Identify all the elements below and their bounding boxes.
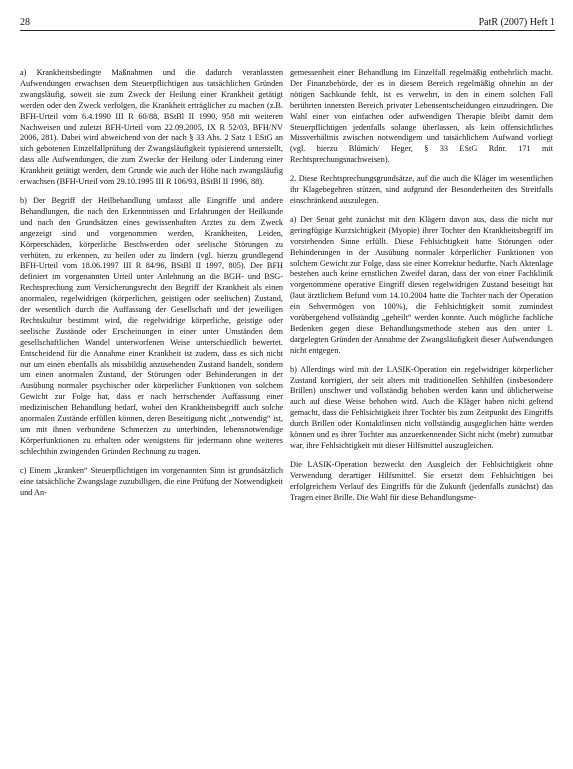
left-column	[20, 68, 283, 506]
paragraph-a: a) Krankheitsbedingte Maßnahmen und die dadurch veranlassten Aufwendungen erwachsen dem Steuerpflichtigen aus tatsächlichen Gründen zwangsläufig, soweit sie zum Zweck der Heilung einer Krankheit getätigt werden oder den Zweck verfolgen, die Krankheit erträglicher zu machen (z.B. BFH-Urteil vom 6.4.1990 III R 60/88, BStBl II 1990, 958 mit weiteren Nachweisen und zuletzt BFH-Urteil vom 22.09.2005, IX R 52/03, BFH/NV 2006, 281). Dabei wird abweichend von der nach § 33 Abs. 2 Satz 1 EStG an sich gebotenen Einzelfallprüfung der Zwangsläufigkeit typisierend unterstellt, dass alle Aufwendungen, die zum Zwecke der Heilung oder Linderung einer Krankheit getätigt werden, dem Grunde wie auch der Höhe nach zwangsläufig erwachsen (BFH-Urteil vom 29.10.1995 III R 106/93, BStBl II 1996, 88).	[20, 68, 283, 187]
right-column	[290, 68, 553, 512]
paragraph-2: 2. Diese Rechtsprechungsgrundsätze, auf die auch die Kläger im wesentlichen ihr Klagebegehren stützen, sind aufgrund der Besonderheiten des Streitfalls einschränkend auszulegen.	[290, 174, 553, 205]
paragraph-2a: a) Der Senat geht zunächst mit den Klägern davon aus, dass die nicht nur geringfügige Kurzsichtigkeit (Myopie) ihrer Tochter den Krankheitsbegriff im vorstehenden Sinne erfüllt. Diese Fehlsichtigkeit hatte Störungen oder Behinderungen in der Ausübung normaler körperlicher Funktionen von solchem Gewicht zur Folge, dass sie einer Korrektur bedurfte. Nach Aktenlage bestehen auch keine ernstlichen Zweifel daran, dass der von einer Fachklinik vorgenommene operative Eingriff diesen regelwidrigen Zustand beseitigt hat (laut ärztlichem Befund vom 14.10.2004 hatte die Tochter nach der Operation ein Sehvermögen von 100%), die Fehlsichtigkeit somit zumindest vorübergehend vollständig „geheilt“ werden konnte. Auch mögliche fachliche Bedenken gegen diese Behandlungsmethode stehen aus den unter 1. dargelegten Gründen der Annahme der Zwangsläufigkeit dieser Aufwendungen nicht entgegen.	[290, 214, 553, 355]
paragraph-continued: gemessenheit einer Behandlung im Einzelfall regelmäßig entbehrlich macht. Der Finanzbehörde, der es in diesem Bereich regelmäßig ohnehin an der nötigen Sachkunde fehlt, ist es verwehrt, in den in einem solchen Fall berührten innersten Bereich privater Lebensentscheidungen einzudringen. Die Wahl einer von einfachen oder aufwendigen Therapie bleibt damit dem Steuerpflichtigen jedenfalls solange überlassen, als kein offensichtliches Missverhältnis zwischen notwendigem und tatsächlichem Aufwand vorliegt (vgl. hierzu Blümich/ Heger, § 33 EStG Rdnr. 171 mit Rechtsprechungsnachweisen).	[290, 68, 553, 165]
paragraph-c: c) Einem „kranken“ Steuerpflichtigen im vorgenannten Sinn ist grundsätzlich eine tatsächliche Zwangslage zuzubilligen, die eine Prüfung der Notwendigkeit und An-	[20, 465, 283, 497]
page-number: 28	[20, 17, 30, 28]
paragraph-lasik: Die LASIK-Operation bezweckt den Ausgleich der Fehlsichtigkeit ohne Verwendung derartiger Hilfsmittel. Sie ersetzt dem Fehlsichtigen bei erfolgreichem Verlauf des Eingriffs für die Zukunft (jedenfalls zunächst) das Tragen einer Brille. Die Wahl für diese Behandlungsme-	[290, 459, 553, 502]
journal-issue: PatR (2007) Heft 1	[478, 17, 555, 28]
page-header	[20, 14, 555, 31]
paragraph-2b: b) Allerdings wird mit der LASIK-Operation ein regelwidriger körperlicher Zustand korrigiert, der seit alters mit traditionellen Sehhilfen (insbesondere Brillen) unschwer und vollständig behoben werden kann und üblicherweise auch auf diese Weise behoben wird. Auch die Kläger haben nicht geltend gemacht, dass die Fehlsichtigkeit ihrer Tochter bis zum Zeitpunkt des Eingriffs durch Brillen oder Kontaktlinsen nicht vollständig ausgeglichen hätte werden können und es ihrer Tochter aus anzuerkennender Sicht nicht (mehr) zumutbar war, ihre Fehlsichtigkeit mit dieser Hilfsmittel auszugleichen.	[290, 364, 553, 450]
paragraph-b: b) Der Begriff der Heilbehandlung umfasst alle Eingriffe und andere Behandlungen, die nach den Erkenntnissen und Erfahrungen der Heilkunde und nach den Grundsätzen eines gewissenhaften Arztes zu dem Zweck angezeigt sind und vorgenommen werden, Krankheiten, Leiden, Körperschäden, körperliche Beschwerden oder seelische Störungen zu verhüten, zu erkennen, zu heilen oder zu lindern (vgl. hierzu grundlegend BFH-Urteil vom 18.06.1997 III R 84/96, BStBl II 1997, 805). Der BFH definiert im vorgenannten Urteil unter Anlehnung an die BGH- und BSG-Rechtsprechung zum Versicherungsrecht den Begriff der Krankheit als einen anormalen, regelwidrigen (körperlichen, geistigen oder seelischen) Zustand, der wesentlich durch die Auffassung der Gesellschaft und der jeweiligen Rechtskultur bestimmt wird, die regelwidrige körperliche, geistige oder seelische Zustände oder Erscheinungen in einer unter Umständen dem gesellschaftlichen Wandel unterworfenen Weise unterschiedlich bewertet. Entscheidend für die Annahme einer Krankheit ist zudem, dass es sich nicht nur um einen ebenfalls als missbildig anzusehenden Zustand handelt, sondern um einen anormalen Zustand, der Störungen oder Behinderungen in der Ausübung normaler psychischer oder körperlicher Funktionen von solchem Gewicht zur Folge hat, dass er nach herrschender Auffassung einer medizinischen Behandlung bedarf, wobei den Krankheitsbegriff auch solche anormalen Zustände erfüllen können, deren Beseitigung nicht „notwendig“ ist, um mit ihnen verbundene Schmerzen zu unterbinden, lebensnotwendige Körperfunktionen zu erhalten oder wenigstens für jedermann ohne weiteres schlechthin zwingenden Gründen Rechnung zu tragen.	[20, 195, 283, 456]
